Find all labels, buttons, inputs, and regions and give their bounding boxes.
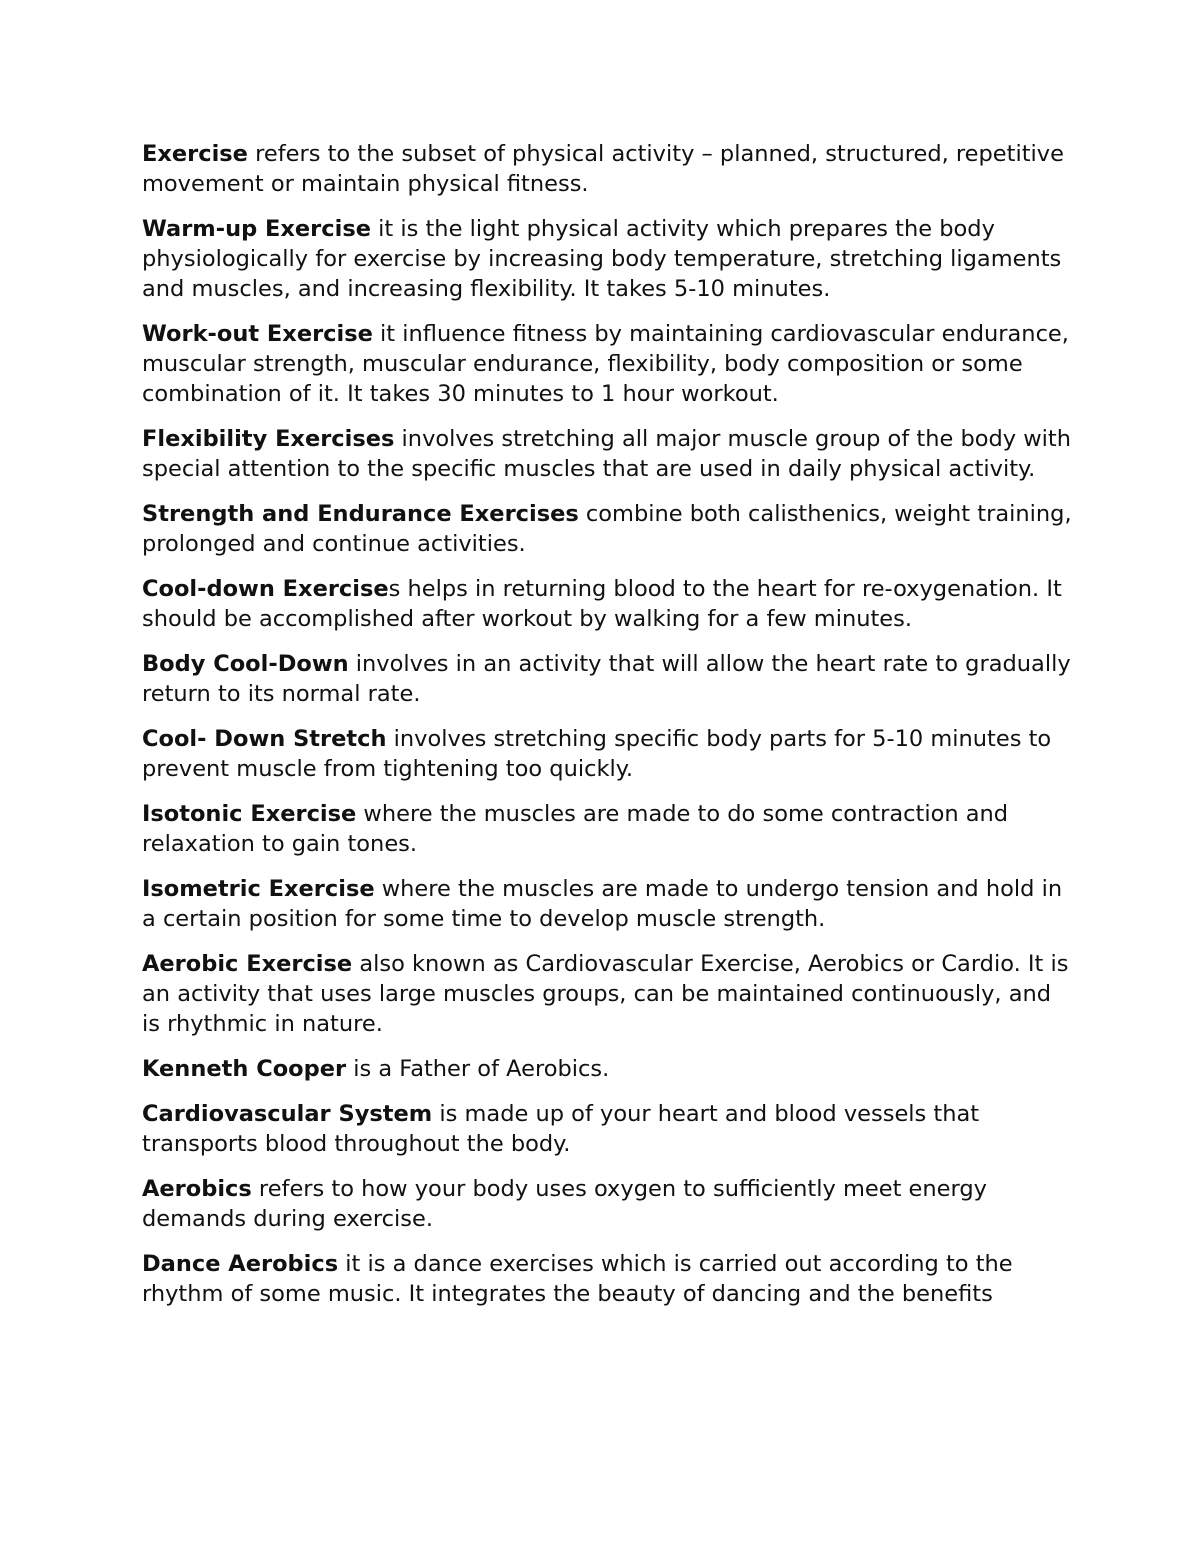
definition-text: it is the light physical activity which prepares the body physiologically for exercise by increasing body temperature, stretching ligaments and muscles, and increasing flexibility. It takes 5-10 minutes. <box>142 216 1062 302</box>
definition-paragraph <box>142 214 1072 304</box>
definition-text: is a Father of Aerobics. <box>346 1056 610 1082</box>
definition-paragraph <box>142 1174 1072 1234</box>
definition-paragraph <box>142 799 1072 859</box>
definition-paragraph <box>142 1054 1072 1084</box>
definition-paragraph <box>142 949 1072 1039</box>
definition-term: Cardiovascular System <box>142 1101 433 1127</box>
document-page <box>142 139 1072 1324</box>
definition-text: involves in an activity that will allow the heart rate to gradually return to its normal rate. <box>142 651 1071 707</box>
definition-term: Work-out Exercise <box>142 321 373 347</box>
definition-text: it is a dance exercises which is carried out according to the rhythm of some music. It integrates the beauty of dancing and the benefits <box>142 1251 1013 1307</box>
definition-text: is made up of your heart and blood vessels that transports blood throughout the body. <box>142 1101 980 1157</box>
definition-term-suffix: s <box>388 576 401 602</box>
definition-term: Strength and Endurance Exercises <box>142 501 579 527</box>
definition-paragraph <box>142 139 1072 199</box>
definition-text: refers to how your body uses oxygen to sufficiently meet energy demands during exercise. <box>142 1176 987 1232</box>
definition-text: involves stretching specific body parts for 5-10 minutes to prevent muscle from tightening too quickly. <box>142 726 1052 782</box>
definition-term: Exercise <box>142 141 248 167</box>
definition-term: Cool- Down Stretch <box>142 726 387 752</box>
definition-text: involves stretching all major muscle group of the body with special attention to the specific muscles that are used in daily physical activity. <box>142 426 1072 482</box>
definition-paragraph <box>142 499 1072 559</box>
definition-term: Aerobic Exercise <box>142 951 353 977</box>
definition-text: also known as Cardiovascular Exercise, Aerobics or Cardio. It is an activity that uses large muscles groups, can be maintained continuously, and is rhythmic in nature. <box>142 951 1069 1037</box>
definition-text: where the muscles are made to undergo tension and hold in a certain position for some time to develop muscle strength. <box>142 876 1063 932</box>
definition-term: Cool-down Exercise <box>142 576 389 602</box>
definition-paragraph <box>142 424 1072 484</box>
definition-term: Warm-up Exercise <box>142 216 371 242</box>
definition-term: Body Cool-Down <box>142 651 349 677</box>
definition-paragraph <box>142 724 1072 784</box>
definition-paragraph <box>142 319 1072 409</box>
definition-text: combine both calisthenics, weight training, prolonged and continue activities. <box>142 501 1072 557</box>
definition-text: it influence fitness by maintaining cardiovascular endurance, muscular strength, muscular endurance, flexibility, body composition or some combination of it. It takes 30 minutes to 1 hour workout. <box>142 321 1069 407</box>
definition-paragraph <box>142 649 1072 709</box>
definition-term: Flexibility Exercises <box>142 426 395 452</box>
definition-term: Aerobics <box>142 1176 252 1202</box>
definition-term: Isotonic Exercise <box>142 801 357 827</box>
definition-term: Dance Aerobics <box>142 1251 339 1277</box>
definition-paragraph <box>142 1249 1072 1309</box>
definition-text: where the muscles are made to do some contraction and relaxation to gain tones. <box>142 801 1009 857</box>
definition-term: Isometric Exercise <box>142 876 375 902</box>
definition-term: Kenneth Cooper <box>142 1056 347 1082</box>
definition-paragraph <box>142 574 1072 634</box>
definition-text: helps in returning blood to the heart for re-oxygenation. It should be accomplished after workout by walking for a few minutes. <box>142 576 1062 632</box>
definition-paragraph <box>142 1099 1072 1159</box>
definition-paragraph <box>142 874 1072 934</box>
definition-text: refers to the subset of physical activity – planned, structured, repetitive movement or maintain physical fitness. <box>142 141 1064 197</box>
